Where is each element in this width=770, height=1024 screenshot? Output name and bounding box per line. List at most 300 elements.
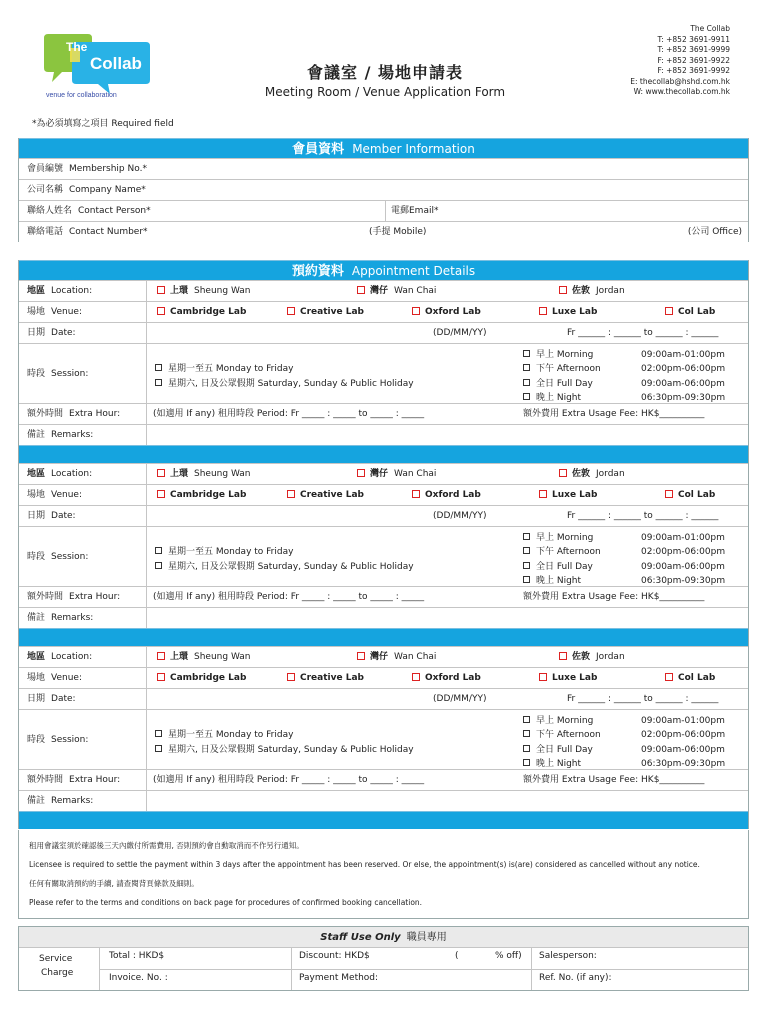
label-en: Remarks: [51, 613, 94, 623]
checkbox-icon[interactable] [523, 759, 530, 766]
staff-use-section [18, 926, 749, 991]
option-label: 星期六, 日及公眾假期 Saturday, Sunday & Public Holiday [168, 562, 414, 572]
date-format-hint: (DD/MM/YY) [433, 328, 487, 338]
note-line: Licensee is required to settle the payment within 3 days after the appointment has been reserved. Or else, the appointment(s) is(are) considered as cancelled without any notice. [29, 860, 700, 869]
label-en: Venue: [51, 307, 82, 317]
option-label: Creative Lab [300, 307, 364, 317]
checkbox-icon[interactable] [665, 307, 673, 315]
option-label: 星期一至五 Monday to Friday [168, 364, 294, 374]
label-zh: 時段 [27, 552, 46, 562]
label-zh: 聯絡電話 [27, 227, 64, 237]
remarks-row[interactable] [19, 790, 748, 811]
venue-luxe-option[interactable] [539, 302, 597, 323]
checkbox-icon[interactable] [559, 469, 567, 477]
label-zh: 地區 [27, 652, 46, 662]
option-en: Sheung Wan [194, 286, 251, 296]
label-zh: 日期 [27, 511, 46, 521]
checkbox-icon[interactable] [559, 286, 567, 294]
checkbox-icon[interactable] [412, 490, 420, 498]
session-night-time: 06:30pm-09:30pm [641, 393, 726, 403]
option-en: Sheung Wan [194, 469, 251, 479]
label-zh: 時段 [27, 735, 46, 745]
divider [146, 302, 147, 322]
extra-fee-field[interactable]: 額外費用 Extra Usage Fee: HK$__________ [523, 592, 705, 602]
option-label: 全日 Full Day [536, 745, 593, 755]
checkbox-icon[interactable] [523, 393, 530, 400]
divider [146, 281, 147, 301]
label-en: Contact Number* [69, 227, 148, 237]
checkbox-icon[interactable] [523, 364, 530, 371]
label-zh: 日期 [27, 328, 46, 338]
ref-no-field[interactable]: Ref. No. (if any): [539, 973, 612, 983]
label-en: Membership No.* [69, 164, 147, 174]
checkbox-icon[interactable] [287, 490, 295, 498]
label-en: Date: [51, 694, 76, 704]
option-label: 全日 Full Day [536, 379, 593, 389]
logo-tagline: venue for collaboration [46, 92, 117, 99]
mobile-label: (手提 Mobile) [369, 227, 427, 237]
option-label: 晚上 Night [536, 393, 582, 403]
checkbox-icon[interactable] [523, 745, 530, 752]
checkbox-icon[interactable] [357, 469, 365, 477]
location-wan-chai-option[interactable] [357, 647, 436, 668]
label-zh: 備註 [27, 613, 46, 623]
option-label: Luxe Lab [552, 490, 598, 500]
checkbox-icon[interactable] [539, 307, 547, 315]
remarks-label [27, 608, 93, 629]
extra-period-field[interactable]: (如適用 If any) 租用時段 Period: Fr _____ : _____ to _____ : _____ [153, 775, 425, 785]
date-row[interactable] [19, 688, 748, 709]
option-zh: 上環 [170, 469, 189, 479]
extra-hour-label [27, 404, 120, 425]
contact-line: W: www.thecollab.com.hk [633, 87, 730, 96]
label-zh: 場地 [27, 490, 46, 500]
remarks-label [27, 425, 93, 446]
divider [146, 464, 147, 484]
venue-row [19, 301, 748, 322]
location-sheung-wan-option[interactable] [157, 647, 251, 668]
location-label [27, 647, 92, 668]
session-fullday-time: 09:00am-06:00pm [641, 379, 725, 389]
member-band [19, 138, 748, 158]
option-label: Oxford Lab [425, 307, 481, 317]
checkbox-icon[interactable] [539, 673, 547, 681]
note-line: Please refer to the terms and conditions on back page for procedures of confirmed booking cancellation. [29, 898, 423, 907]
label-zh: 日期 [27, 694, 46, 704]
checkbox-icon[interactable] [412, 307, 420, 315]
option-label: 星期一至五 Monday to Friday [168, 730, 294, 740]
label-en: Location: [51, 469, 93, 479]
divider [99, 969, 748, 970]
location-sheung-wan-option[interactable] [157, 281, 251, 302]
session-afternoon-time: 02:00pm-06:00pm [641, 547, 726, 557]
label-en: Extra Hour: [69, 409, 121, 419]
label-en: Company Name* [69, 185, 146, 195]
label-zh: 時段 [27, 369, 46, 379]
contact-line: T: +852 3691-9999 [657, 45, 730, 54]
session-morning-time: 09:00am-01:00pm [641, 716, 725, 726]
session-afternoon-time: 02:00pm-06:00pm [641, 730, 726, 740]
divider [146, 344, 147, 403]
session-afternoon-time: 02:00pm-06:00pm [641, 364, 726, 374]
checkbox-icon[interactable] [357, 652, 365, 660]
appointment-block [19, 646, 748, 811]
membership-label [27, 159, 147, 180]
option-label: 星期六, 日及公眾假期 Saturday, Sunday & Public Holiday [168, 379, 414, 389]
venue-label [27, 668, 82, 689]
venue-cambridge-option[interactable] [157, 668, 246, 689]
appointment-band-en: Appointment Details [351, 264, 476, 278]
option-label: Luxe Lab [552, 673, 598, 683]
venue-row [19, 484, 748, 505]
date-row[interactable] [19, 322, 748, 343]
venue-col-option[interactable] [665, 668, 715, 689]
appointment-section [18, 260, 749, 829]
label-en: Date: [51, 511, 76, 521]
required-note: *為必須填寫之項目 Required field [32, 119, 174, 129]
option-label: Col Lab [678, 490, 716, 500]
option-label: Cambridge Lab [170, 673, 247, 683]
option-en: Wan Chai [394, 286, 437, 296]
form-title [200, 60, 570, 99]
membership-field[interactable] [19, 158, 748, 179]
contact-person-label [27, 201, 151, 222]
option-label: 晚上 Night [536, 576, 582, 586]
checkbox-icon[interactable] [523, 350, 530, 357]
divider [531, 948, 532, 990]
option-zh: 上環 [170, 286, 189, 296]
remarks-label [27, 791, 93, 812]
note-line: 租用會議室須於確認後三天內繳付所需費用, 否則預約會自動取消而不作另行通知。 [29, 841, 304, 850]
label-en: Session: [51, 552, 89, 562]
notes-block [18, 830, 749, 919]
divider [291, 948, 292, 990]
payment-method-field[interactable]: Payment Method: [299, 973, 379, 983]
date-format-hint: (DD/MM/YY) [433, 694, 487, 704]
label-zh: 地區 [27, 286, 46, 296]
checkbox-icon[interactable] [287, 673, 295, 681]
location-wan-chai-option[interactable] [357, 464, 436, 485]
checkbox-icon[interactable] [157, 307, 165, 315]
option-label: Oxford Lab [425, 490, 481, 500]
session-fullday-time: 09:00am-06:00pm [641, 745, 725, 755]
location-label [27, 464, 92, 485]
option-zh: 佐敦 [572, 469, 591, 479]
location-row [19, 463, 748, 484]
weekend-option[interactable] [155, 740, 414, 761]
venue-col-option[interactable] [665, 302, 715, 323]
section-separator [19, 628, 748, 646]
salesperson-field[interactable]: Salesperson: [539, 951, 597, 961]
venue-oxford-option[interactable] [412, 668, 481, 689]
checkbox-icon[interactable] [523, 547, 530, 554]
extra-hour-label [27, 587, 120, 608]
venue-label [27, 485, 82, 506]
checkbox-icon[interactable] [157, 286, 165, 294]
percent-off-label: % off) [495, 951, 522, 961]
label-zh: 聯絡人姓名 [27, 206, 73, 216]
appointment-block [19, 280, 748, 445]
checkbox-icon[interactable] [155, 730, 162, 737]
label-en: Extra Hour: [69, 775, 121, 785]
label-en: Contact Person* [78, 206, 151, 216]
contact-number-label [27, 222, 148, 243]
label-en: Venue: [51, 673, 82, 683]
checkbox-icon[interactable] [287, 307, 295, 315]
session-row [19, 343, 748, 403]
collab-logo [40, 28, 158, 104]
location-jordan-option[interactable] [559, 647, 625, 668]
invoice-field[interactable]: Invoice. No. : [109, 973, 168, 983]
checkbox-icon[interactable] [523, 562, 530, 569]
location-wan-chai-option[interactable] [357, 281, 436, 302]
venue-row [19, 667, 748, 688]
location-label [27, 281, 92, 302]
checkbox-icon[interactable] [357, 286, 365, 294]
option-label: Cambridge Lab [170, 490, 247, 500]
member-section [18, 138, 749, 242]
label-zh: 備註 [27, 796, 46, 806]
date-label [27, 323, 76, 344]
discount-paren: ( [455, 951, 459, 961]
checkbox-icon[interactable] [157, 490, 165, 498]
checkbox-icon[interactable] [523, 379, 530, 386]
label-en: Location: [51, 652, 93, 662]
option-zh: 佐敦 [572, 652, 591, 662]
divider [146, 527, 147, 586]
extra-hour-row[interactable] [19, 586, 748, 607]
option-label: Luxe Lab [552, 307, 598, 317]
checkbox-icon[interactable] [523, 576, 530, 583]
divider [146, 608, 147, 628]
label-zh: 場地 [27, 307, 46, 317]
label-zh: 備註 [27, 430, 46, 440]
option-zh: 灣仔 [370, 286, 389, 296]
label-en: Date: [51, 328, 76, 338]
option-label: Oxford Lab [425, 673, 481, 683]
extra-hour-row[interactable] [19, 403, 748, 424]
service-label: Service [39, 954, 73, 964]
option-label: 下午 Afternoon [536, 730, 601, 740]
session-morning-time: 09:00am-01:00pm [641, 533, 725, 543]
option-en: Wan Chai [394, 469, 437, 479]
checkbox-icon[interactable] [539, 490, 547, 498]
option-label: Col Lab [678, 307, 716, 317]
weekend-option[interactable] [155, 374, 414, 395]
option-zh: 上環 [170, 652, 189, 662]
remarks-row[interactable] [19, 424, 748, 445]
divider [146, 791, 147, 811]
label-en: Remarks: [51, 796, 94, 806]
contact-line: F: +852 3691-9992 [657, 66, 730, 75]
session-row [19, 709, 748, 769]
checkbox-icon[interactable] [523, 730, 530, 737]
office-label: (公司 Office) [687, 227, 742, 237]
contact-line: E: thecollab@hshd.com.hk [630, 76, 730, 86]
venue-label [27, 302, 82, 323]
appointment-band [19, 260, 748, 280]
extra-fee-field[interactable]: 額外費用 Extra Usage Fee: HK$__________ [523, 775, 705, 785]
extra-fee-field[interactable]: 額外費用 Extra Usage Fee: HK$__________ [523, 409, 705, 419]
label-en: Extra Hour: [69, 592, 121, 602]
label-en: Remarks: [51, 430, 94, 440]
checkbox-icon[interactable] [559, 652, 567, 660]
divider [146, 404, 147, 424]
session-night-time: 06:30pm-09:30pm [641, 576, 726, 586]
total-field[interactable]: Total : HKD$ [109, 951, 165, 961]
option-label: 早上 Morning [536, 716, 594, 726]
date-time-field[interactable]: Fr ______ : ______ to ______ : ______ [567, 511, 719, 521]
discount-field[interactable]: Discount: HKD$ [299, 951, 370, 961]
option-label: Creative Lab [300, 673, 364, 683]
section-separator [19, 811, 748, 829]
appointment-band-zh: 預約資料 [291, 264, 344, 279]
date-label [27, 689, 76, 710]
logo-the: The [66, 40, 88, 54]
charge-label: Charge [41, 968, 74, 978]
weekend-option[interactable] [155, 557, 414, 578]
option-label: 星期六, 日及公眾假期 Saturday, Sunday & Public Holiday [168, 745, 414, 755]
contact-line: F: +852 3691-9922 [657, 55, 730, 65]
staff-title-en: Staff Use Only [320, 932, 401, 943]
session-label [27, 344, 88, 404]
member-band-en: Member Information [352, 142, 475, 156]
session-label [27, 527, 88, 587]
title-zh: 會議室 / 場地申請表 [307, 63, 463, 82]
label-zh: 額外時間 [27, 775, 64, 785]
option-label: 早上 Morning [536, 350, 594, 360]
extra-period-field[interactable]: (如適用 If any) 租用時段 Period: Fr _____ : _____ to _____ : _____ [153, 592, 425, 602]
logo-collab: Collab [90, 54, 142, 73]
section-separator [19, 445, 748, 463]
venue-luxe-option[interactable] [539, 668, 597, 689]
session-night-time: 06:30pm-09:30pm [641, 759, 726, 769]
label-zh: 會員編號 [27, 164, 64, 174]
checkbox-icon[interactable] [412, 673, 420, 681]
option-label: 星期一至五 Monday to Friday [168, 547, 294, 557]
venue-luxe-option[interactable] [539, 485, 597, 506]
checkbox-icon[interactable] [155, 547, 162, 554]
label-en: Location: [51, 286, 93, 296]
extra-period-field[interactable]: (如適用 If any) 租用時段 Period: Fr _____ : _____ to _____ : _____ [153, 409, 425, 419]
option-en: Wan Chai [394, 652, 437, 662]
checkbox-icon[interactable] [157, 469, 165, 477]
session-morning-time: 09:00am-01:00pm [641, 350, 725, 360]
divider [146, 710, 147, 769]
divider [146, 689, 147, 709]
location-jordan-option[interactable] [559, 281, 625, 302]
location-row [19, 646, 748, 667]
venue-cambridge-option[interactable] [157, 485, 246, 506]
extra-hour-row[interactable] [19, 769, 748, 790]
venue-creative-option[interactable] [287, 302, 364, 323]
checkbox-icon[interactable] [155, 562, 162, 569]
option-label: Cambridge Lab [170, 307, 247, 317]
contact-block [630, 24, 730, 98]
venue-creative-option[interactable] [287, 485, 364, 506]
label-en: Session: [51, 369, 89, 379]
option-label: 全日 Full Day [536, 562, 593, 572]
label-en: Venue: [51, 490, 82, 500]
label-zh: 地區 [27, 469, 46, 479]
title-en: Meeting Room / Venue Application Form [264, 85, 506, 99]
date-row[interactable] [19, 505, 748, 526]
option-label: Creative Lab [300, 490, 364, 500]
venue-oxford-option[interactable] [412, 485, 481, 506]
session-row [19, 526, 748, 586]
divider [146, 425, 147, 445]
option-label: 早上 Morning [536, 533, 594, 543]
note-line: 任何有關取消預約的手續, 請查閱背頁條款及細則。 [29, 879, 199, 888]
checkbox-icon[interactable] [665, 490, 673, 498]
divider [146, 587, 147, 607]
divider [146, 770, 147, 790]
contact-number-field[interactable] [19, 221, 748, 242]
checkbox-icon[interactable] [157, 673, 165, 681]
date-time-field[interactable]: Fr ______ : ______ to ______ : ______ [567, 328, 719, 338]
option-zh: 灣仔 [370, 652, 389, 662]
checkbox-icon[interactable] [665, 673, 673, 681]
contact-line: T: +852 3691-9911 [657, 34, 730, 44]
option-label: Col Lab [678, 673, 716, 683]
option-zh: 灣仔 [370, 469, 389, 479]
date-format-hint: (DD/MM/YY) [433, 511, 487, 521]
divider [146, 647, 147, 667]
venue-creative-option[interactable] [287, 668, 364, 689]
label-zh: 額外時間 [27, 592, 64, 602]
option-en: Sheung Wan [194, 652, 251, 662]
checkbox-icon[interactable] [155, 364, 162, 371]
date-label [27, 506, 76, 527]
option-en: Jordan [596, 652, 625, 662]
divider [146, 323, 147, 343]
session-fullday-time: 09:00am-06:00pm [641, 562, 725, 572]
contact-line: The Collab [690, 24, 730, 33]
checkbox-icon[interactable] [155, 745, 162, 752]
option-label: 晚上 Night [536, 759, 582, 769]
checkbox-icon[interactable] [523, 716, 530, 723]
option-en: Jordan [596, 286, 625, 296]
label-zh: 公司名稱 [27, 185, 64, 195]
checkbox-icon[interactable] [155, 379, 162, 386]
location-row [19, 280, 748, 301]
member-band-zh: 會員資料 [292, 142, 345, 157]
venue-oxford-option[interactable] [412, 302, 481, 323]
appointment-block [19, 463, 748, 628]
divider [146, 506, 147, 526]
venue-cambridge-option[interactable] [157, 302, 246, 323]
staff-header [19, 927, 748, 948]
checkbox-icon[interactable] [157, 652, 165, 660]
option-label: 下午 Afternoon [536, 364, 601, 374]
option-zh: 佐敦 [572, 286, 591, 296]
option-label: 下午 Afternoon [536, 547, 601, 557]
checkbox-icon[interactable] [523, 533, 530, 540]
contact-person-field[interactable] [19, 200, 748, 221]
company-label [27, 180, 146, 201]
staff-title-zh: 職員專用 [406, 932, 447, 943]
label-zh: 場地 [27, 673, 46, 683]
remarks-row[interactable] [19, 607, 748, 628]
date-time-field[interactable]: Fr ______ : ______ to ______ : ______ [567, 694, 719, 704]
company-field[interactable] [19, 179, 748, 200]
venue-col-option[interactable] [665, 485, 715, 506]
label-en: Session: [51, 735, 89, 745]
location-sheung-wan-option[interactable] [157, 464, 251, 485]
extra-hour-label [27, 770, 120, 791]
staff-body [19, 948, 748, 990]
location-jordan-option[interactable] [559, 464, 625, 485]
